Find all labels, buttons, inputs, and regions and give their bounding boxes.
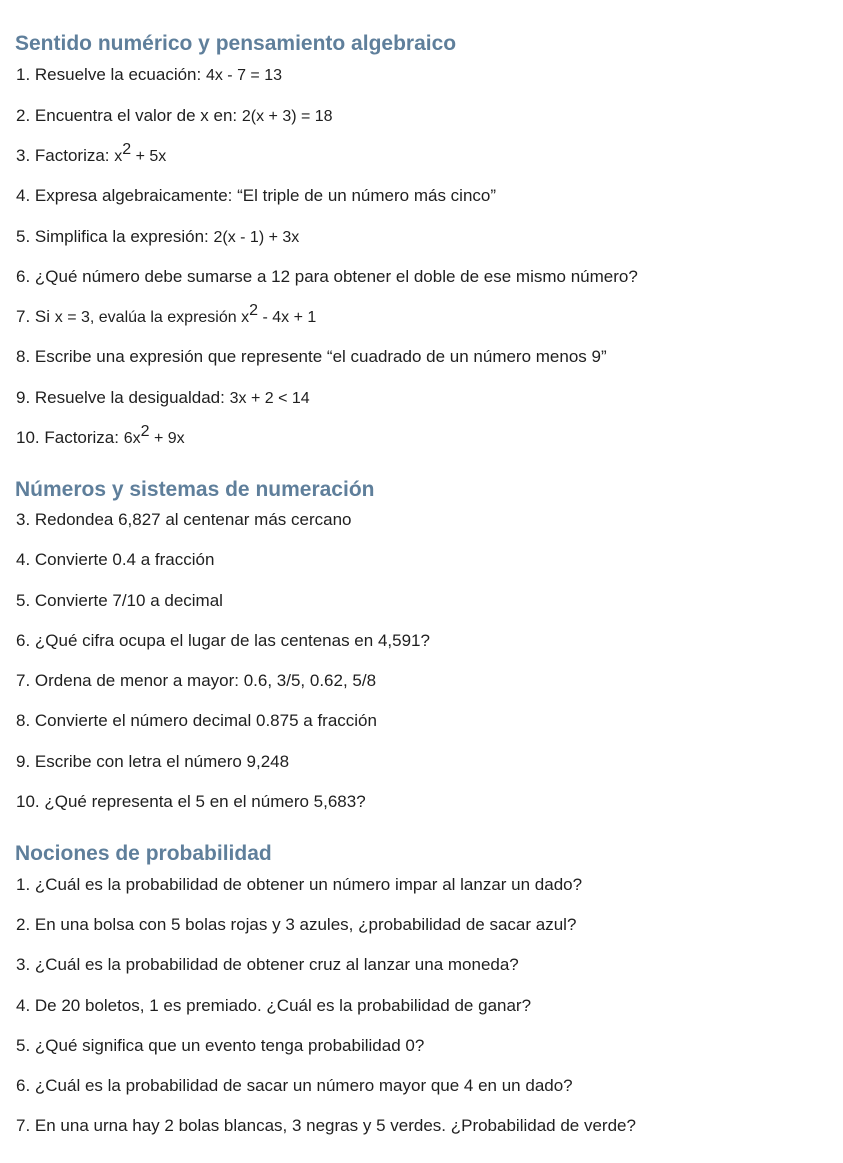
question-text: 7. Si [16,307,55,326]
question-text: 2. Encuentra el valor de x en: [16,106,242,125]
question-math-rest: - 4x + 1 [258,309,317,326]
question-item [16,389,310,407]
section-heading-probability: Nociones de probabilidad [15,842,272,865]
question-math-exponent: 2 [249,302,258,319]
question-text: 1. Resuelve la ecuación: [16,65,206,84]
question-text: 5. Simplifica la expresión: [16,227,214,246]
question-item: 8. Convierte el número decimal 0.875 a fracción [16,711,377,730]
question-text: 3. Factoriza: [16,146,115,165]
question-text: 9. Resuelve la desigualdad: [16,388,230,407]
question-item [16,107,333,125]
question-item: 4. Convierte 0.4 a fracción [16,550,215,569]
question-math-base: 6x [123,430,141,447]
question-item: 5. ¿Qué significa que un evento tenga probabilidad 0? [16,1036,425,1055]
question-math-base: x [114,148,123,165]
question-item: 9. Escribe con letra el número 9,248 [16,752,290,771]
question-math: 2(x - 1) + 3x [213,229,300,246]
question-math-base: x = 3, evalúa la expresión x [54,309,250,326]
question-text: 8. Escribe una expresión que represente “el cuadrado de un número menos 9” [16,347,607,366]
question-item [16,348,607,365]
question-item: 6. ¿Cuál es la probabilidad de sacar un número mayor que 4 en un dado? [16,1076,573,1095]
question-text: 10. Factoriza: [16,428,124,447]
section-heading-numbers: Números y sistemas de numeración [15,478,375,501]
question-text: 4. Expresa algebraicamente: “El triple de un número más cinco” [16,186,497,205]
question-item: 2. En una bolsa con 5 bolas rojas y 3 azules, ¿probabilidad de sacar azul? [16,915,577,934]
question-item [16,141,167,165]
question-item [16,302,317,326]
question-item: 3. ¿Cuál es la probabilidad de obtener cruz al lanzar una moneda? [16,955,519,974]
question-item [16,268,638,285]
question-item: 1. ¿Cuál es la probabilidad de obtener un número impar al lanzar un dado? [16,875,583,894]
question-math-rest: + 5x [131,148,167,165]
question-item: 7. En una urna hay 2 bolas blancas, 3 negras y 5 verdes. ¿Probabilidad de verde? [16,1116,636,1135]
question-math: 2(x + 3) = 18 [241,108,333,125]
question-item [16,187,496,204]
question-item: 3. Redondea 6,827 al centenar más cercano [16,510,352,529]
question-item [16,423,185,447]
section-heading-algebra: Sentido numérico y pensamiento algebraico [15,32,457,55]
question-math-exponent: 2 [140,423,150,440]
question-item: 4. De 20 boletos, 1 es premiado. ¿Cuál es la probabilidad de ganar? [16,996,532,1015]
question-item: 5. Convierte 7/10 a decimal [16,591,223,610]
question-item [16,228,299,246]
question-item: 10. ¿Qué representa el 5 en el número 5,683? [16,792,366,811]
question-item: 6. ¿Qué cifra ocupa el lugar de las centenas en 4,591? [16,631,430,650]
question-math-exponent: 2 [122,141,132,158]
question-math: 3x + 2 < 14 [229,390,310,407]
question-math: 4x - 7 = 13 [205,67,282,84]
question-math-rest: + 9x [149,430,185,447]
question-text: 6. ¿Qué número debe sumarse a 12 para obtener el doble de ese mismo número? [16,267,638,286]
question-item: 7. Ordena de menor a mayor: 0.6, 3/5, 0.62, 5/8 [16,671,377,690]
question-item [16,66,282,84]
